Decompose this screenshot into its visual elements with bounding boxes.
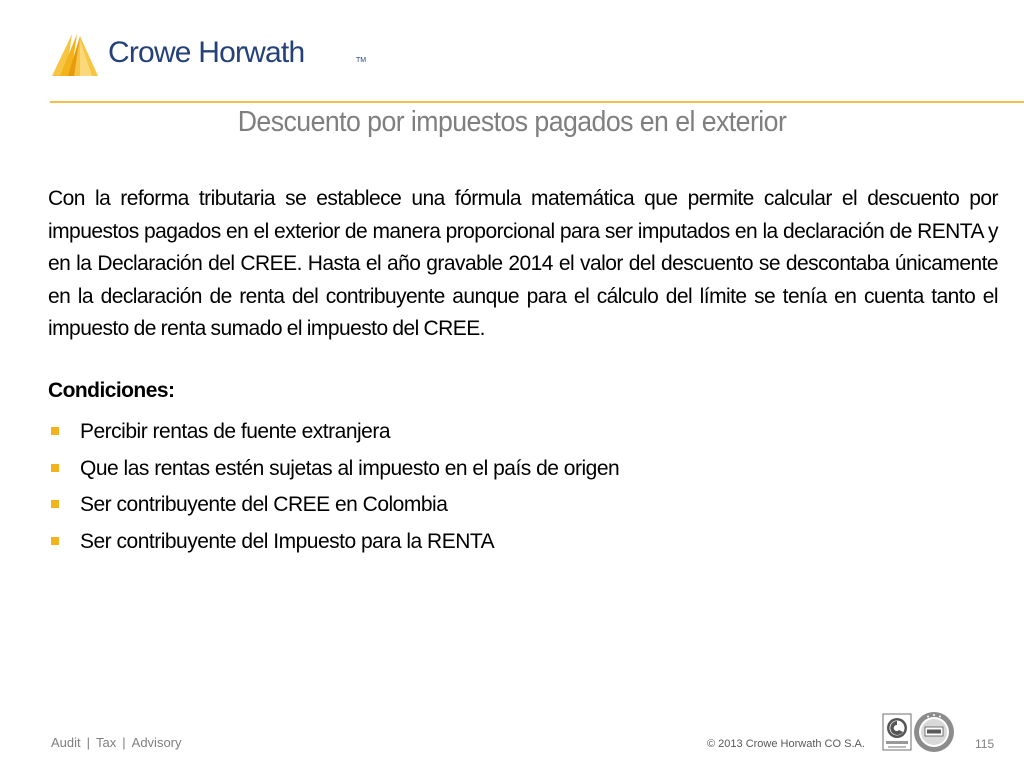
list-item bbox=[48, 454, 619, 491]
list-item bbox=[48, 417, 619, 454]
condition-text: Que las rentas estén sujetas al impuesto en el país de origen bbox=[80, 456, 620, 480]
footer-service-advisory: Advisory bbox=[131, 735, 182, 750]
condition-text: Percibir rentas de fuente extranjera bbox=[80, 420, 391, 443]
footer-service-audit: Audit bbox=[51, 735, 81, 750]
brand-trademark: TM bbox=[356, 57, 367, 64]
square-bullet-icon bbox=[51, 464, 59, 472]
crowe-horwath-logo-icon bbox=[50, 30, 102, 80]
footer-separator: | bbox=[122, 735, 126, 750]
slide-title: Descuento por impuestos pagados en el exterior bbox=[237, 106, 787, 138]
conditions-heading: Condiciones: bbox=[48, 379, 175, 402]
list-item bbox=[48, 490, 619, 527]
header-divider bbox=[50, 101, 1024, 103]
footer-separator: | bbox=[86, 735, 91, 750]
footer-service-tax: Tax bbox=[96, 735, 117, 750]
conditions-list bbox=[48, 417, 619, 563]
condition-text: Ser contribuyente del Impuesto para la RENTA bbox=[80, 529, 495, 553]
footer-services bbox=[51, 735, 182, 750]
square-bullet-icon bbox=[51, 537, 59, 545]
footer-copyright: © 2013 Crowe Horwath CO S.A. bbox=[707, 738, 865, 750]
certification-badges-icon bbox=[882, 710, 956, 756]
crowe-horwath-logo bbox=[50, 30, 367, 82]
page-number: 115 bbox=[975, 737, 995, 751]
condition-text: Ser contribuyente del CREE en Colombia bbox=[80, 493, 448, 516]
square-bullet-icon bbox=[51, 427, 59, 435]
brand-name: Crowe Horwath bbox=[108, 36, 305, 69]
square-bullet-icon bbox=[51, 500, 59, 508]
list-item bbox=[48, 527, 619, 564]
body-paragraph: Con la reforma tributaria se establece una fórmula matemática que permite calcular el descuento por impuestos pagados en el exterior de manera proporcional para ser imputados en la declaración de RENTA y en la Declaración del CREE. Hasta el año gravable 2014 el valor del descuento se descontaba únicamente en la declaración de renta del contribuyente aunque para el cálculo del límite se tenía en cuenta tanto el impuesto de renta sumado el impuesto del CREE. bbox=[48, 187, 998, 340]
